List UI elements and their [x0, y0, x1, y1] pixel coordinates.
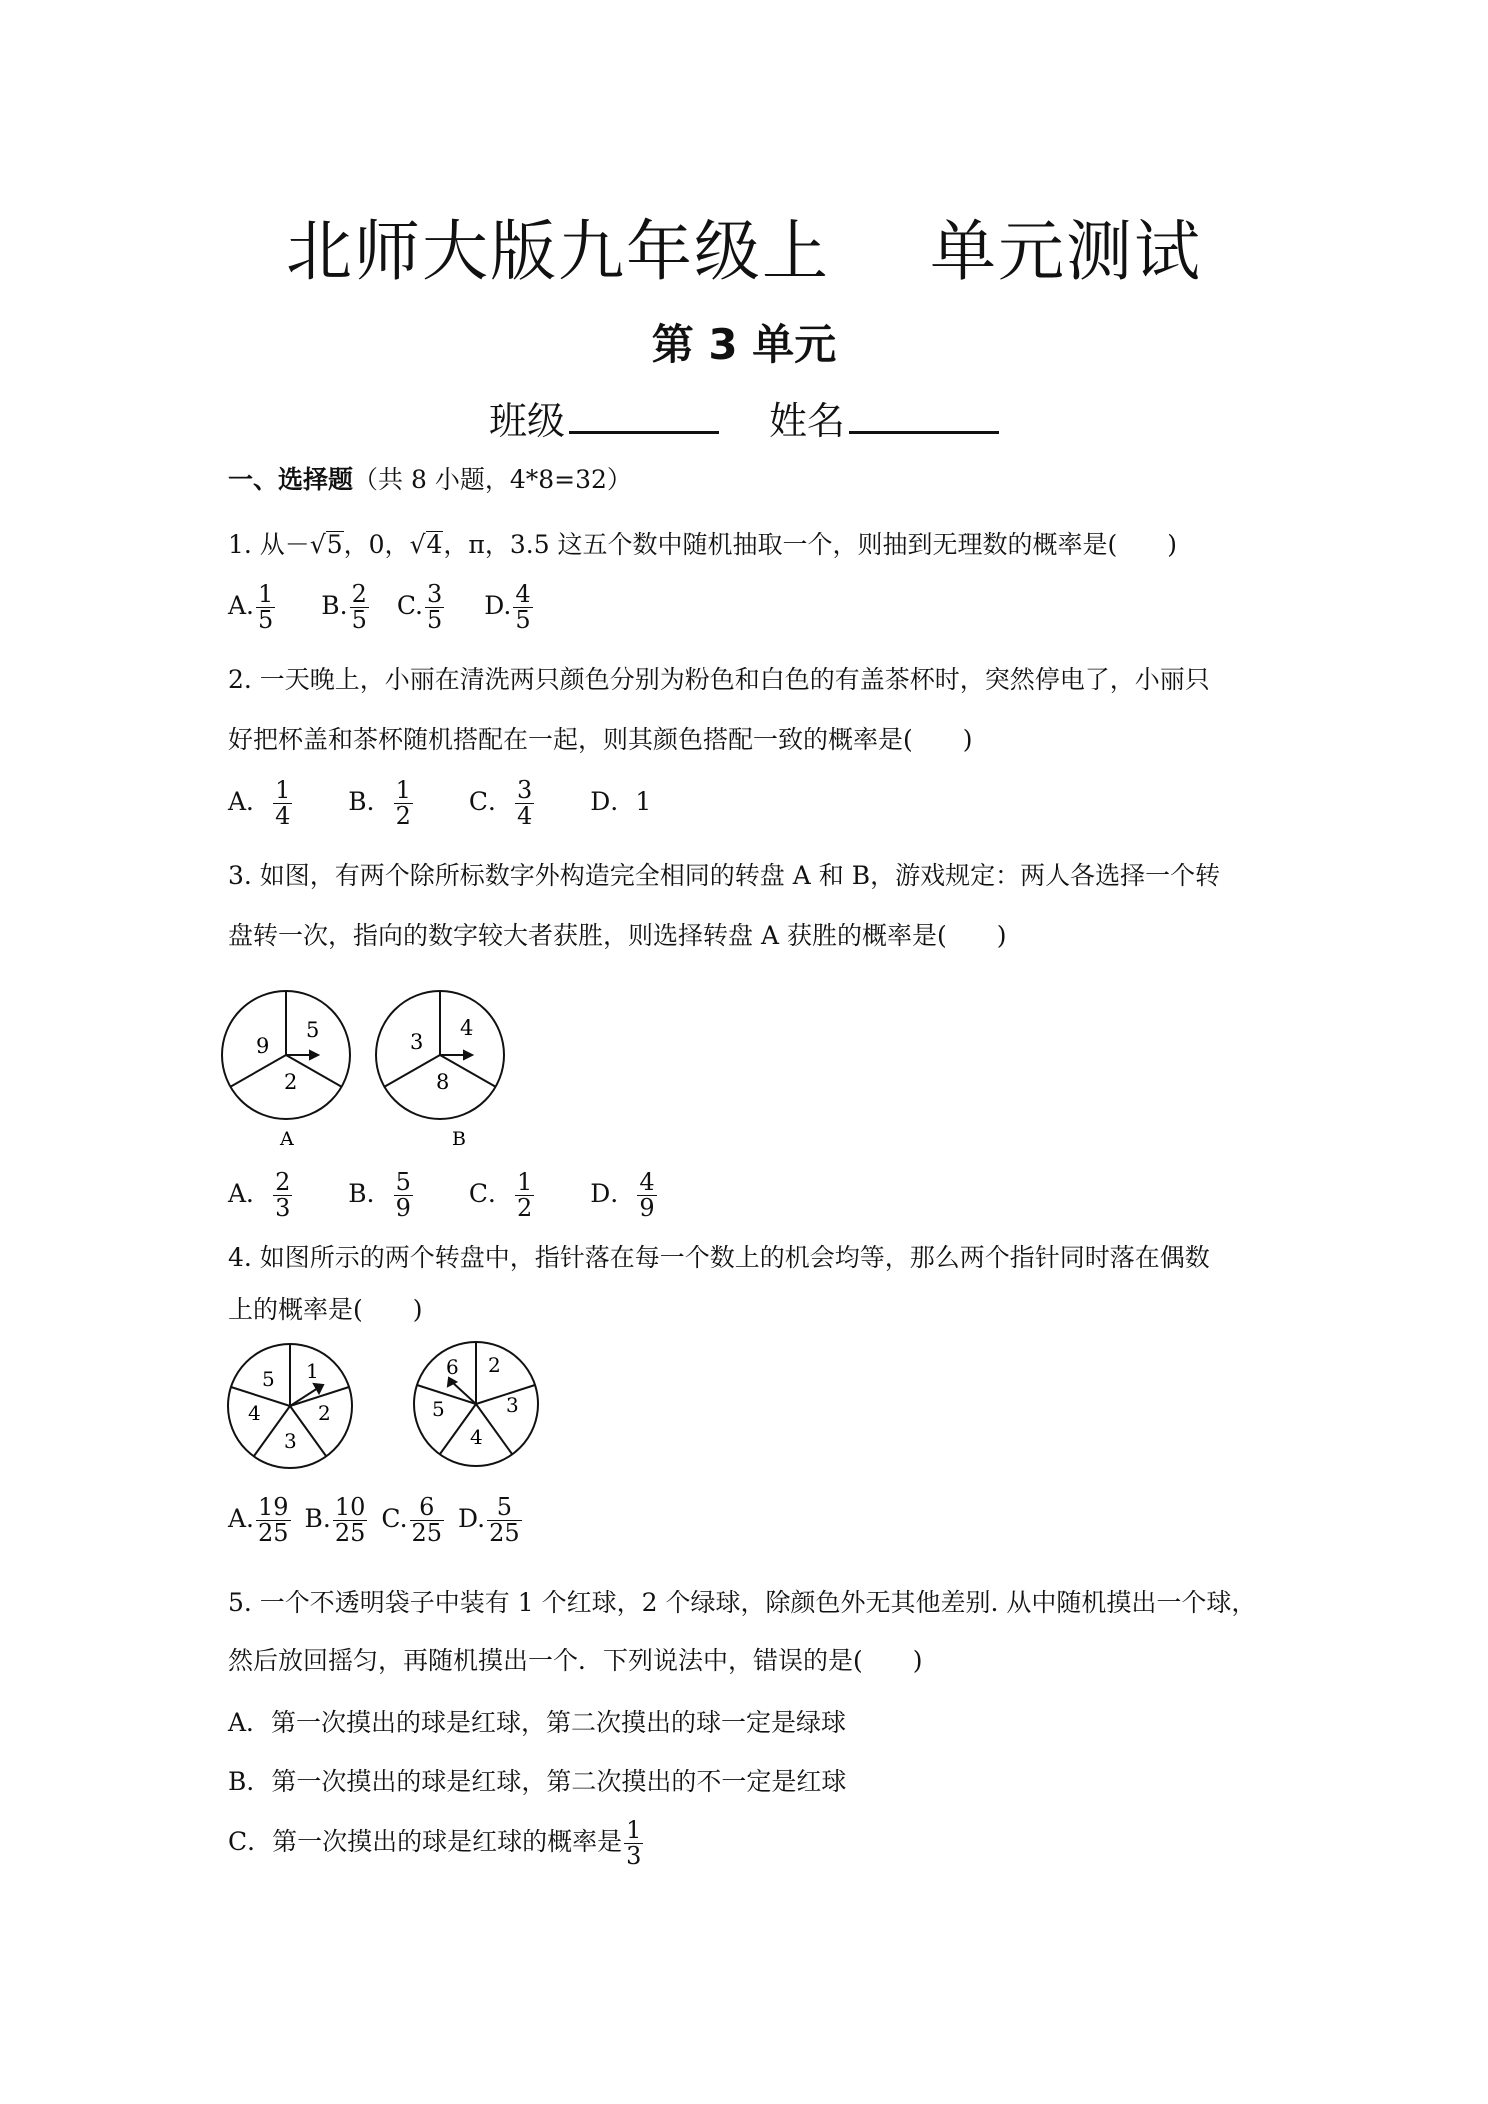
spinner-left-number: 5	[262, 1367, 275, 1391]
denominator: 9	[395, 1194, 411, 1223]
fraction	[333, 1495, 368, 1546]
option-letter: C．	[468, 787, 514, 817]
name-blank[interactable]	[849, 401, 999, 434]
option-b[interactable]	[305, 1495, 370, 1546]
option-d[interactable]	[590, 1170, 658, 1221]
option-c-text: C．第一次摸出的球是红球的概率是	[228, 1827, 623, 1857]
fraction	[410, 1495, 445, 1546]
question-3-figure	[220, 985, 540, 1155]
question-5-option-a[interactable]: A．第一次摸出的球是红球，第二次摸出的球一定是绿球	[228, 1708, 847, 1737]
fraction	[624, 1818, 643, 1869]
option-letter: B．	[348, 1179, 392, 1209]
numerator: 2	[275, 1168, 291, 1196]
spinner-a-number: 2	[284, 1070, 298, 1094]
spinner-right-number: 5	[432, 1397, 445, 1421]
fraction	[425, 582, 444, 633]
option-a[interactable]	[228, 1495, 293, 1546]
class-label: 班级	[488, 399, 565, 443]
option-letter: D．	[590, 1179, 636, 1209]
option-b[interactable]	[321, 582, 371, 633]
question-5-line-2: 然后放回摇匀，再随机摸出一个．下列说法中，错误的是( )	[228, 1646, 923, 1675]
spinner-b-divider	[384, 1055, 440, 1087]
section-note: （共 8 小题，4*8=32）	[353, 465, 632, 494]
denominator: 2	[517, 1194, 533, 1223]
denominator: 5	[427, 606, 443, 635]
option-b[interactable]	[348, 778, 415, 829]
spinner-b-number: 4	[460, 1016, 474, 1040]
student-info-line	[0, 390, 1488, 445]
option-letter: A.	[228, 591, 255, 621]
option-letter: C.	[396, 591, 423, 621]
question-4-figure	[220, 1340, 560, 1480]
title-right: 单元测试	[930, 213, 1202, 290]
option-d[interactable]: D．1	[590, 787, 652, 817]
numerator: 3	[517, 776, 533, 804]
spinner-left-number: 1	[306, 1359, 319, 1383]
question-1-options	[228, 582, 571, 633]
name-label: 姓名	[769, 399, 846, 443]
option-d[interactable]	[484, 582, 534, 633]
spinner-left-number: 3	[284, 1429, 297, 1453]
spinner-a-divider	[230, 1055, 286, 1087]
option-c[interactable]	[381, 1495, 446, 1546]
denominator: 25	[258, 1519, 289, 1548]
fraction	[515, 1170, 534, 1221]
option-letter: D.	[458, 1504, 486, 1534]
sqrt-symbol: √	[409, 530, 426, 559]
denominator: 9	[639, 1194, 655, 1223]
numerator: 3	[427, 580, 443, 608]
numerator: 6	[410, 1495, 445, 1521]
q1-mid: ，0，	[343, 530, 410, 559]
option-c[interactable]	[469, 778, 536, 829]
numerator: 5	[395, 1168, 411, 1196]
numerator: 4	[515, 580, 531, 608]
spinner-b	[376, 991, 504, 1119]
question-3-line-2: 盘转一次，指向的数字较大者获胜，则选择转盘 A 获胜的概率是( )	[228, 921, 1007, 950]
spinner-left-number: 2	[318, 1401, 331, 1425]
fraction	[513, 582, 532, 633]
numerator: 1	[275, 776, 291, 804]
q1-suffix: ，π，3.5 这五个数中随机抽取一个，则抽到无理数的概率是( )	[443, 530, 1178, 559]
arrow-icon	[310, 1051, 318, 1059]
numerator: 19	[258, 1493, 289, 1521]
question-5-option-c[interactable]	[228, 1818, 645, 1869]
option-letter: C．	[468, 1179, 514, 1209]
unit-subtitle: 第 3 单元	[651, 320, 837, 369]
spinner-right-divider	[417, 1385, 476, 1404]
section-heading	[228, 462, 632, 498]
arrow-icon	[314, 1384, 323, 1393]
denominator: 4	[517, 802, 533, 831]
denominator: 5	[258, 606, 274, 635]
fraction	[637, 1170, 656, 1221]
sqrt-symbol: √	[309, 530, 326, 559]
fraction	[273, 1170, 292, 1221]
question-2-line-1: 2. 一天晚上，小丽在清洗两只颜色分别为粉色和白色的有盖茶杯时，突然停电了，小丽只	[228, 665, 1210, 694]
spinner-a	[222, 991, 350, 1119]
class-blank[interactable]	[569, 401, 719, 434]
denominator: 25	[411, 1519, 443, 1548]
title-left: 北师大版九年级上	[286, 213, 830, 290]
spinner-b-number: 3	[410, 1030, 424, 1054]
denominator: 5	[351, 606, 367, 635]
numerator: 1	[626, 1816, 642, 1844]
option-a[interactable]	[228, 778, 294, 829]
spinner-b-number: 8	[436, 1070, 450, 1094]
arrow-icon	[464, 1051, 472, 1059]
fraction	[487, 1495, 522, 1546]
section-label: 一、选择题	[228, 465, 354, 494]
spinner-right-number: 6	[446, 1355, 459, 1379]
numerator: 1	[395, 776, 411, 804]
fraction	[394, 1170, 413, 1221]
option-letter: B.	[304, 1504, 331, 1534]
spinner-right-number: 3	[506, 1393, 519, 1417]
q1-sqrt-a: 5	[326, 530, 343, 559]
option-a[interactable]	[228, 1170, 294, 1221]
question-5-option-b[interactable]: B．第一次摸出的球是红球，第二次摸出的不一定是红球	[228, 1767, 847, 1796]
q1-sqrt-b: 4	[426, 530, 443, 559]
option-c[interactable]	[469, 1170, 536, 1221]
question-4-line-2: 上的概率是( )	[228, 1295, 423, 1324]
option-letter: A.	[228, 1504, 255, 1534]
question-4-options	[228, 1495, 560, 1546]
question-4-line-1: 4. 如图所示的两个转盘中，指针落在每一个数上的机会均等，那么两个指针同时落在偶数	[228, 1243, 1210, 1272]
question-5-line-1: 5. 一个不透明袋子中装有 1 个红球，2 个绿球，除颜色外无其他差别. 从中随机摸出一个球，	[228, 1588, 1257, 1617]
spinner-left-pointer	[290, 1388, 318, 1406]
denominator: 25	[334, 1519, 366, 1548]
option-letter: A．	[228, 1179, 272, 1209]
numerator: 1	[517, 1168, 533, 1196]
q1-prefix: 1. 从－	[228, 530, 310, 559]
denominator: 5	[515, 606, 531, 635]
numerator: 10	[334, 1493, 366, 1521]
spinner-a-label: A	[280, 1128, 294, 1150]
question-2-line-2: 好把杯盖和茶杯随机搭配在一起，则其颜色搭配一致的概率是( )	[228, 725, 973, 754]
option-letter: C.	[381, 1504, 408, 1534]
denominator: 3	[626, 1842, 642, 1871]
spinner-b-label: B	[452, 1128, 466, 1150]
spinner-left-number: 4	[248, 1401, 261, 1425]
denominator: 2	[395, 802, 411, 831]
fraction	[256, 582, 275, 633]
option-a[interactable]	[228, 582, 277, 633]
denominator: 25	[489, 1519, 520, 1548]
option-b[interactable]	[348, 1170, 415, 1221]
fraction	[273, 778, 292, 829]
question-2-options	[228, 778, 687, 829]
spinner-a-number: 9	[256, 1034, 270, 1058]
spinner-right-number: 4	[470, 1425, 483, 1449]
option-d[interactable]	[458, 1495, 524, 1546]
fraction	[256, 1495, 291, 1546]
numerator: 1	[258, 580, 274, 608]
option-letter: B.	[321, 591, 348, 621]
spinner-a-number: 5	[306, 1018, 320, 1042]
page-title	[0, 198, 1488, 293]
fraction	[350, 582, 369, 633]
option-letter: A．	[228, 787, 272, 817]
denominator: 3	[275, 1194, 291, 1223]
numerator: 4	[639, 1168, 655, 1196]
option-letter: D.	[484, 591, 512, 621]
denominator: 4	[275, 802, 291, 831]
numerator: 5	[487, 1495, 522, 1521]
option-c[interactable]	[397, 582, 446, 633]
numerator: 2	[351, 580, 367, 608]
fraction	[394, 778, 413, 829]
question-3-options	[228, 1170, 695, 1221]
fraction	[515, 778, 534, 829]
spinner-right-number: 2	[488, 1353, 501, 1377]
question-1-stem	[228, 527, 1177, 563]
option-letter: B．	[348, 787, 392, 817]
question-3-line-1: 3. 如图，有两个除所标数字外构造完全相同的转盘 A 和 B，游戏规定：两人各选择一个转	[228, 861, 1221, 890]
